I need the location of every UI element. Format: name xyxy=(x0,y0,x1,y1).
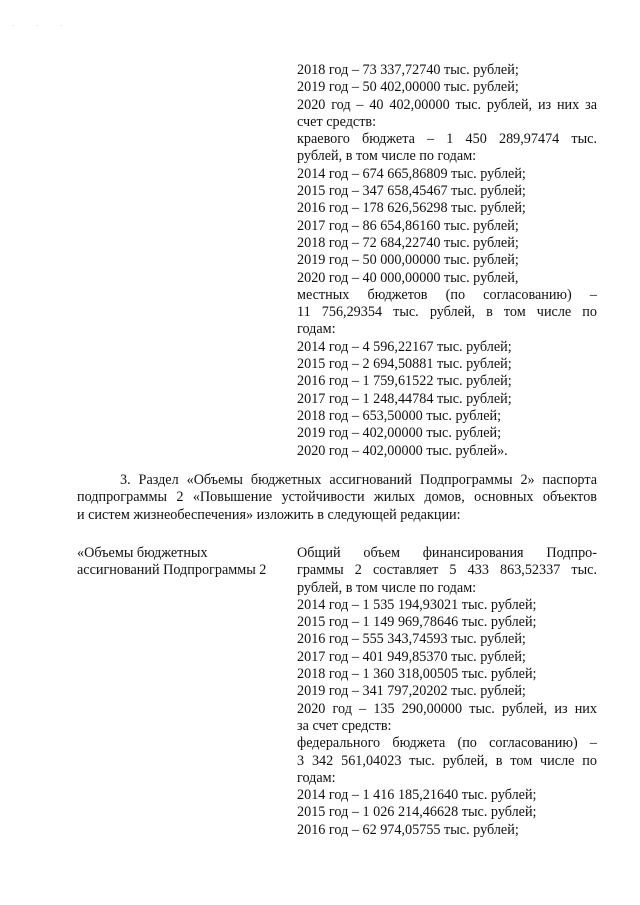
text-line: 2014 год – 1 416 185,21640 тыс. рублей; xyxy=(297,787,537,804)
amendment-paragraph xyxy=(77,472,597,524)
section-label xyxy=(77,545,287,580)
text-line: 2016 год – 178 626,56298 тыс. рублей; xyxy=(297,200,526,217)
text-line: годам: xyxy=(297,321,336,338)
text-line: годам: xyxy=(297,769,336,786)
text-line: 2020 год – 40 000,00000 тыс. рублей, xyxy=(297,269,519,286)
text-line: счет средств: xyxy=(297,113,377,130)
text-line: 2019 год – 341 797,20202 тыс. рублей; xyxy=(297,683,526,700)
label-line: «Объемы бюджетных xyxy=(77,545,208,561)
text-line: 2020 год – 40 402,00000 тыс. рублей, из них за xyxy=(297,96,597,113)
text-line: 2016 год – 555 343,74593 тыс. рублей; xyxy=(297,631,526,648)
text-line: 2020 год – 402,00000 тыс. рублей». xyxy=(297,442,508,459)
text-line: граммы 2 составляет 5 433 863,52337 тыс. xyxy=(297,562,597,579)
text-line: 2018 год – 1 360 318,00505 тыс. рублей; xyxy=(297,666,537,683)
corner-mark: · · · xyxy=(12,22,73,30)
text-line: 2015 год – 347 658,45467 тыс. рублей; xyxy=(297,183,526,200)
text-line: 2018 год – 653,50000 тыс. рублей; xyxy=(297,407,502,424)
text-line: 2015 год – 2 694,50881 тыс. рублей; xyxy=(297,356,512,373)
text-line: за счет средств: xyxy=(297,717,392,734)
paragraph-line: и систем жизнеобеспечения» изложить в следующей редакции: xyxy=(77,506,461,523)
top-funding-block xyxy=(297,62,597,460)
text-line: 2017 год – 86 654,86160 тыс. рублей; xyxy=(297,217,519,234)
text-line: 2017 год – 1 248,44784 тыс. рублей; xyxy=(297,390,512,407)
text-line: рублей, в том числе по годам: xyxy=(297,579,477,596)
text-line: 2015 год – 1 149 969,78646 тыс. рублей; xyxy=(297,614,537,631)
text-line: федерального бюджета (по согласованию) – xyxy=(297,735,597,752)
text-line: 2014 год – 674 665,86809 тыс. рублей; xyxy=(297,165,526,182)
text-line: 2017 год – 401 949,85370 тыс. рублей; xyxy=(297,648,526,665)
text-line: 2014 год – 1 535 194,93021 тыс. рублей; xyxy=(297,596,537,613)
subprogram-funding-block xyxy=(297,545,597,839)
label-line: ассигнований Подпрограммы 2 xyxy=(77,562,267,579)
text-line: 2016 год – 1 759,61522 тыс. рублей; xyxy=(297,373,512,390)
text-line: местных бюджетов (по согласованию) – xyxy=(297,286,597,303)
text-line: 2015 год – 1 026 214,46628 тыс. рублей; xyxy=(297,804,537,821)
text-line: 2019 год – 50 000,00000 тыс. рублей; xyxy=(297,252,519,269)
text-line: 2019 год – 50 402,00000 тыс. рублей; xyxy=(297,79,519,96)
text-line: 2018 год – 72 684,22740 тыс. рублей; xyxy=(297,234,519,251)
paragraph-line: подпрограммы 2 «Повышение устойчивости жилых домов, основных объектов xyxy=(77,489,597,506)
paragraph-line: 3. Раздел «Объемы бюджетных ассигнований Подпрограммы 2» паспорта xyxy=(120,472,597,488)
text-line: Общий объем финансирования Подпро- xyxy=(297,545,597,561)
text-line: 11 756,29354 тыс. рублей, в том числе по xyxy=(297,304,597,321)
text-line: 3 342 561,04023 тыс. рублей, в том числе по xyxy=(297,752,597,769)
text-line: 2020 год – 135 290,00000 тыс. рублей, из них xyxy=(297,700,597,717)
text-line: рублей, в том числе по годам: xyxy=(297,148,477,165)
text-line: 2019 год – 402,00000 тыс. рублей; xyxy=(297,425,502,442)
text-line: 2014 год – 4 596,22167 тыс. рублей; xyxy=(297,338,512,355)
text-line: краевого бюджета – 1 450 289,97474 тыс. xyxy=(297,131,597,148)
text-line: 2018 год – 73 337,72740 тыс. рублей; xyxy=(297,62,519,78)
text-line: 2016 год – 62 974,05755 тыс. рублей; xyxy=(297,821,519,838)
